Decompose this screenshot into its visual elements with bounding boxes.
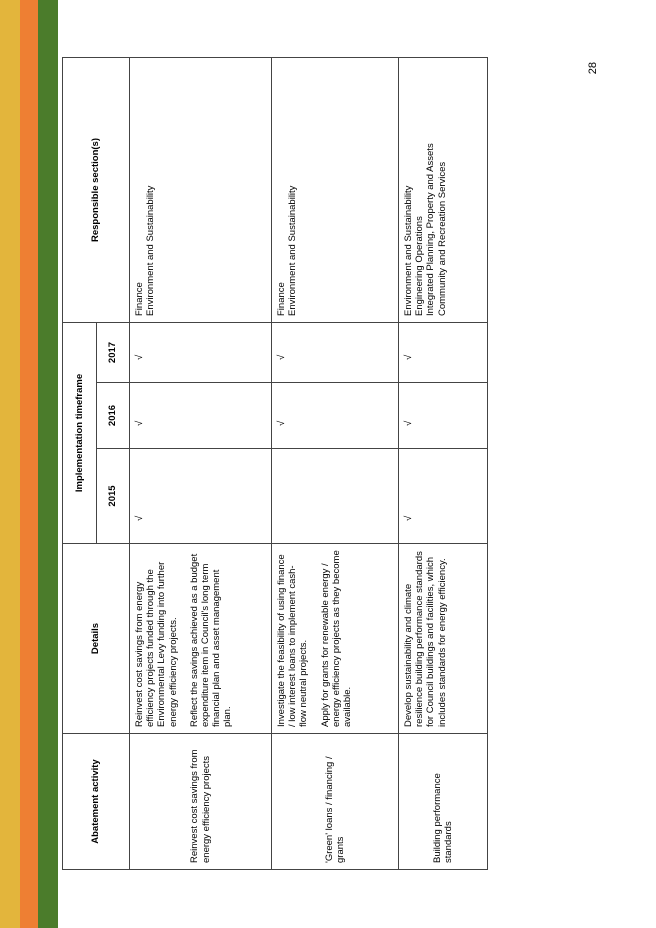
tick-2017: √ [130,323,272,383]
responsible-item: Environment and Sustainability [145,185,157,316]
table-row [272,58,399,870]
details-cell [272,544,399,734]
abatement-table [62,57,488,870]
stripe-green [38,0,58,928]
header-2015: 2015 [97,449,130,544]
details-paragraph: Reflect the savings achieved as a budget expenditure item in Council's long term financial plan and asset management plan. [188,553,234,727]
responsible-item: Community and Recreation Services [436,161,448,316]
activity-cell: 'Green' loans / financing / grants [272,734,399,870]
page-number: 28 [587,62,599,75]
header-timeframe: Implementation timeframe [63,323,97,544]
responsible-item: Engineering Operations [414,216,426,316]
responsible-item: Environment and Sustainability [403,185,414,316]
tick-2016: √ [272,383,399,449]
rotated-table-wrapper [62,58,487,870]
header-activity: Abatement activity [63,734,130,870]
tick-2015: √ [399,449,488,544]
responsible-item: Finance [276,282,287,316]
responsible-cell [130,58,272,323]
details-paragraph: Investigate the feasibility of using finance / low interest loans to implement cash-flow neutral projects. [276,554,310,727]
header-responsible: Responsible section(s) [63,58,130,323]
responsible-item: Integrated Planning, Property and Assets [425,143,437,316]
details-cell [130,544,272,734]
table-row [399,58,488,870]
header-2017: 2017 [97,323,130,383]
tick-2015: √ [130,449,272,544]
responsible-cell [399,58,488,323]
details-paragraph: Reinvest cost savings from energy efficiency projects funded through the Environmental Levy funding into further energy efficiency projects. [134,561,179,727]
table-row [130,58,272,870]
header-2016: 2016 [97,383,130,449]
tick-2017: √ [399,323,488,383]
tick-2016: √ [399,383,488,449]
header-row-top [63,58,97,870]
activity-cell: Reinvest cost savings from energy efficiency projects [130,734,272,870]
responsible-item: Environment and Sustainability [287,185,299,316]
details-cell [399,544,488,734]
stripe-yellow [0,0,20,928]
header-details: Details [63,544,130,734]
tick-2017: √ [272,323,399,383]
details-paragraph: Develop sustainability and climate resilience building performance standards for Council buildings and facilities, which includes standards for energy efficiency. [403,551,448,727]
activity-cell: Building performance standards [399,734,488,870]
details-paragraph: Apply for grants for renewable energy / energy efficiency projects as they become available. [319,550,354,727]
responsible-item: Finance [134,282,145,316]
stripe-orange [20,0,38,928]
tick-2016: √ [130,383,272,449]
responsible-cell [272,58,399,323]
tick-2015 [272,449,399,544]
